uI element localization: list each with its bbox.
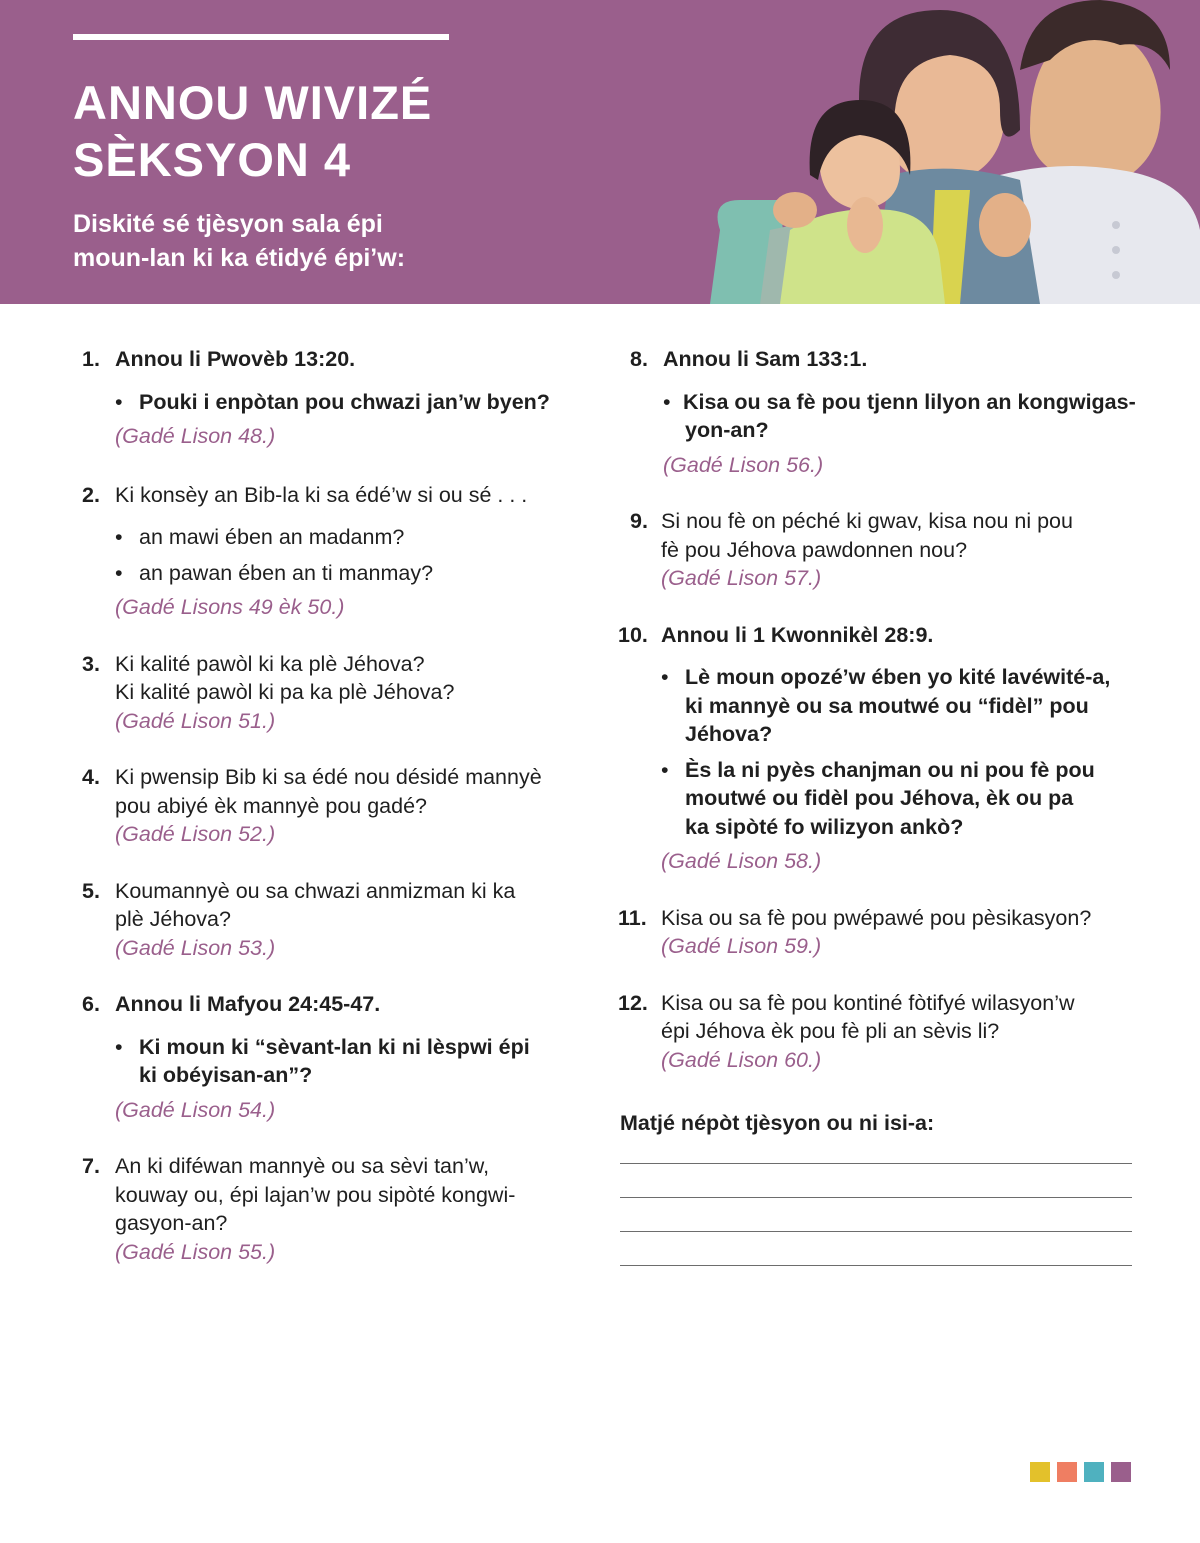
lesson-reference: (Gadé Lison 60.) (661, 1047, 822, 1072)
lesson-reference: (Gadé Lison 48.) (115, 424, 276, 448)
color-swatch (1111, 1462, 1131, 1482)
question-text: Ki pwensip Bib ki sa édé nou désidé mannyè (115, 765, 542, 789)
question-number: 6. (82, 992, 100, 1016)
bullet-text: • Ès la ni pyès chanjman ou ni pou fè pou (685, 757, 1095, 782)
question-text: An ki diféwan mannyè ou sa sèvi tan’w, (115, 1154, 490, 1178)
question-item (618, 621, 1138, 876)
lesson-reference: (Gadé Lison 54.) (115, 1097, 276, 1122)
question-item (82, 1152, 582, 1266)
header-rule (73, 34, 449, 40)
question-bullet (115, 1033, 582, 1090)
question-text: kouway ou, épi lajan’w pou sipòté kongwi- (115, 1182, 516, 1207)
page-subtitle-line: Diskité sé tjèsyon sala épi (73, 210, 383, 238)
question-item (82, 345, 582, 451)
question-text: Si nou fè on péché ki gwav, kisa nou ni pou (661, 509, 1073, 533)
page-title-line: SÈKSYON 4 (73, 133, 352, 186)
bullet-text: ki mannyè ou sa moutwé ou “fidèl” pou (685, 693, 1089, 718)
question-text: Annou li Sam 133:1. (663, 347, 868, 371)
color-swatch (1084, 1462, 1104, 1482)
question-number: 9. (630, 509, 648, 533)
answer-line[interactable] (620, 1265, 1132, 1266)
question-text: pou abiyé èk mannyè pou gadé? (115, 793, 427, 818)
bullet-text: • Pouki i enpòtan pou chwazi jan’w byen? (139, 389, 550, 414)
lesson-reference: (Gadé Lison 53.) (115, 935, 276, 960)
questions-right-column (618, 345, 1138, 1074)
page-title-line: ANNOU WIVIZÉ (73, 76, 433, 129)
question-text: Ki kalité pawòl ki ka plè Jéhova? (115, 651, 425, 676)
question-number: 4. (82, 765, 100, 789)
question-item (82, 990, 582, 1124)
question-item (618, 904, 1138, 961)
family-praying-illustration (700, 0, 1200, 304)
question-text: Kisa ou sa fè pou pwépawé pou pèsikasyon? (661, 905, 1092, 930)
page-subtitle (73, 207, 493, 275)
answer-line[interactable] (620, 1231, 1132, 1232)
question-item (82, 763, 582, 849)
bullet-text: • an pawan ében an ti manmay? (139, 560, 434, 585)
question-number: 2. (82, 482, 100, 507)
question-item (82, 481, 582, 622)
answer-line[interactable] (620, 1197, 1132, 1198)
bullet-text: moutwé ou fidèl pou Jéhova, èk ou pa (685, 786, 1074, 810)
question-bullet (115, 523, 582, 552)
question-text: Ki kalité pawòl ki pa ka plè Jéhova? (115, 680, 455, 704)
bullet-text: • Lè moun opozé’w ében yo kité lavéwité-a, (685, 665, 1111, 689)
question-number: 5. (82, 878, 100, 903)
lesson-reference: (Gadé Lison 55.) (115, 1239, 276, 1264)
question-text: épi Jéhova èk pou fè pli an sèvis li? (661, 1019, 1000, 1043)
question-text: Annou li Pwovèb 13:20. (115, 347, 356, 371)
question-number: 11. (618, 905, 647, 930)
questions-left-column (82, 345, 582, 1266)
bullet-text: yon-an? (685, 418, 769, 442)
question-item (82, 877, 582, 963)
question-number: 12. (618, 990, 648, 1015)
question-text: plè Jéhova? (115, 907, 231, 931)
question-bullet (663, 388, 1138, 445)
question-number: 10. (618, 622, 648, 647)
lesson-reference: (Gadé Lison 57.) (661, 566, 822, 590)
answer-line[interactable] (620, 1163, 1132, 1164)
question-text: Kisa ou sa fè pou kontiné fòtifyé wilasyon’w (661, 990, 1075, 1015)
bullet-text: • an mawi ében an madanm? (139, 525, 405, 549)
color-swatch (1030, 1462, 1050, 1482)
lesson-reference: (Gadé Lison 59.) (661, 934, 822, 958)
answer-section-title: Matjé népòt tjèsyon ou ni isi-a: (620, 1111, 935, 1135)
lesson-reference: (Gadé Lison 58.) (661, 849, 822, 873)
lesson-reference: (Gadé Lison 51.) (115, 708, 276, 733)
question-item (618, 989, 1138, 1075)
question-bullet (661, 663, 1138, 749)
question-text: Annou li Mafyou 24:45-47. (115, 992, 381, 1016)
question-bullet (115, 388, 582, 417)
question-bullet (661, 756, 1138, 842)
page-title (73, 74, 432, 188)
question-text: gasyon-an? (115, 1211, 228, 1235)
lesson-reference: (Gadé Lison 56.) (663, 452, 824, 477)
question-number: 1. (82, 347, 100, 371)
question-item (618, 345, 1138, 479)
lesson-reference: (Gadé Lison 52.) (115, 822, 276, 846)
question-text: Ki konsèy an Bib-la ki sa édé’w si ou sé . . . (115, 482, 528, 507)
question-item (618, 507, 1138, 593)
page-subtitle-line: moun-lan ki ka étidyé épi’w: (73, 244, 406, 272)
question-bullet (115, 559, 582, 588)
question-text: fè pou Jéhova pawdonnen nou? (661, 537, 968, 562)
color-swatch (1057, 1462, 1077, 1482)
bullet-text: • Ki moun ki “sèvant-lan ki ni lèspwi épi (139, 1034, 530, 1059)
question-number: 7. (82, 1154, 100, 1178)
header-banner (0, 0, 1200, 304)
lesson-reference: (Gadé Lisons 49 èk 50.) (115, 595, 345, 619)
bullet-text: Jéhova? (685, 722, 773, 746)
question-number: 3. (82, 651, 100, 676)
bullet-text: ki obéyisan-an”? (139, 1063, 313, 1087)
question-text: Koumannyè ou sa chwazi anmizman ki ka (115, 878, 516, 903)
bullet-text: • Kisa ou sa fè pou tjenn lilyon an kongwigas- (683, 389, 1136, 414)
question-number: 8. (630, 347, 648, 371)
question-item (82, 650, 582, 736)
bullet-text: ka sipòté fo wilizyon ankò? (685, 814, 964, 839)
question-text: Annou li 1 Kwonnikèl 28:9. (661, 622, 934, 647)
